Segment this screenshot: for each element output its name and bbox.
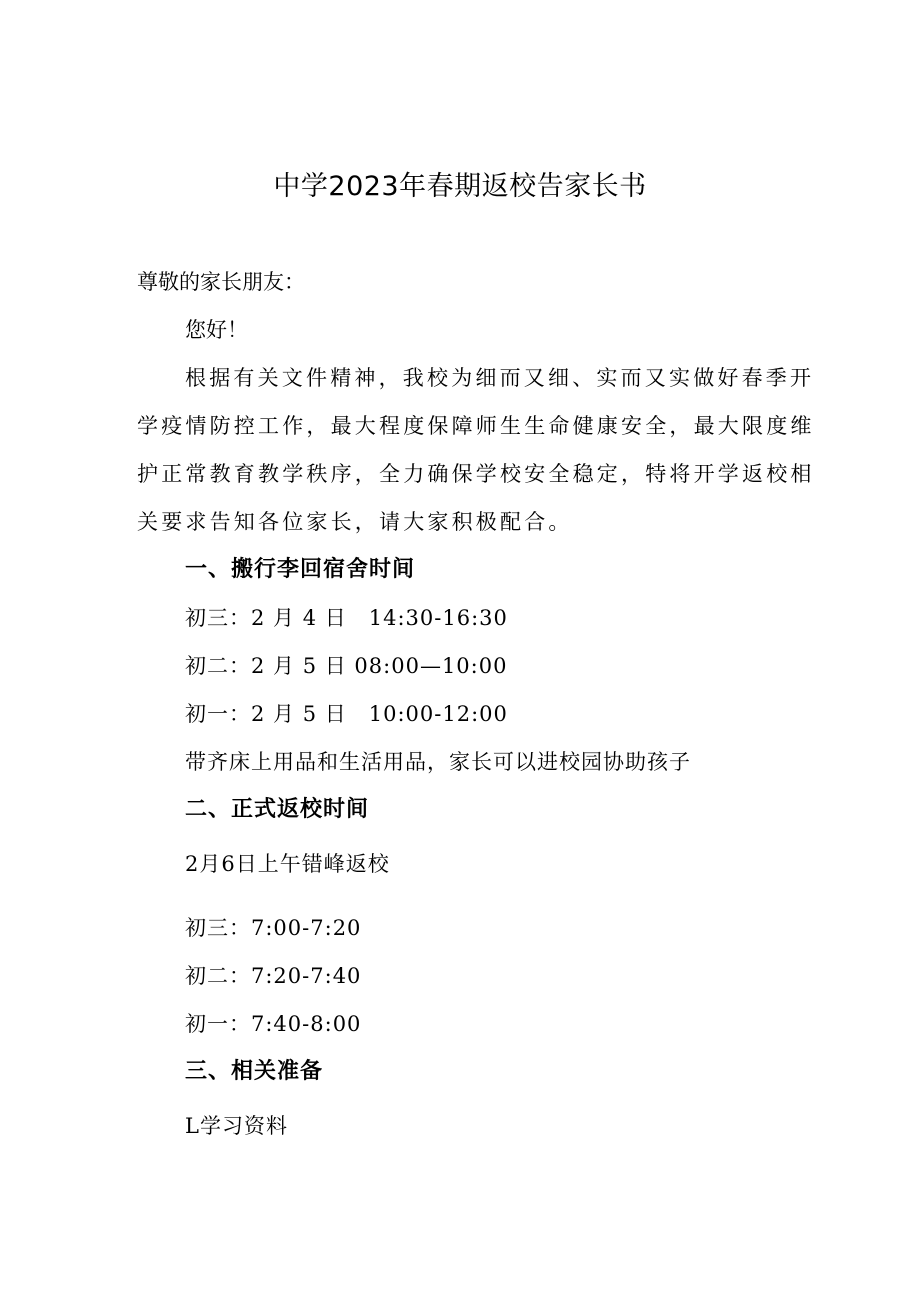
section-2-heading: 二、正式返校时间 (185, 797, 370, 822)
section-1-schedule-row: 初二：2 月 5 日 08:00—10:00 (185, 654, 508, 678)
section-1-heading: 一、搬行李回宿舍时间 (185, 557, 416, 582)
section-1-schedule-row: 初一：2 月 5 日 10:00-12:00 (185, 702, 508, 726)
salutation: 尊敬的家长朋友： (137, 270, 305, 294)
section-2-schedule-row: 初一：7:40-8:00 (185, 1012, 362, 1036)
intro-line-2: 学疫情防控工作，最大程度保障师生生命健康安全，最大限度维 (137, 414, 815, 438)
intro-line-4: 关要求告知各位家长，请大家积极配合。 (137, 510, 573, 534)
greeting: 您好！ (185, 318, 248, 342)
section-1-note: 带齐床上用品和生活用品，家长可以进校园协助孩子 (185, 750, 691, 774)
intro-line-1: 根据有关文件精神，我校为细而又细、实而又实做好春季开 (185, 366, 815, 390)
section-2-date-line: 2月6日上午错峰返校 (185, 852, 390, 876)
section-3-item: L学习资料 (185, 1114, 288, 1138)
section-2-schedule-row: 初二：7:20-7:40 (185, 964, 362, 988)
intro-line-3: 护正常教育教学秩序，全力确保学校安全稳定，特将开学返校相 (137, 462, 815, 486)
section-2-schedule-row: 初三：7:00-7:20 (185, 916, 362, 940)
document-title: 中学2023年春期返校告家长书 (273, 171, 647, 202)
section-3-heading: 三、相关准备 (185, 1059, 324, 1084)
section-1-schedule-row: 初三：2 月 4 日 14:30-16:30 (185, 606, 508, 630)
